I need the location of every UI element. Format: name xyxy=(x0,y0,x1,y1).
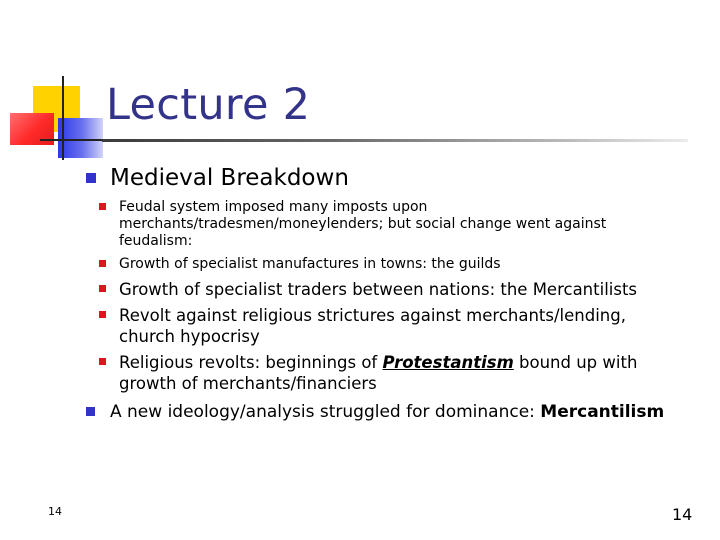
mercantilism-strong: Mercantilism xyxy=(540,402,665,422)
bullet-new-ideology xyxy=(82,402,682,422)
bullet-text: Medieval Breakdown xyxy=(110,165,349,191)
sub-bullet-feudal xyxy=(88,199,682,250)
title-underline xyxy=(102,139,688,142)
protestantism-emphasis: Protestantism xyxy=(382,353,514,372)
sub-bullet-text-post: bound up with growth of merchants/financiers xyxy=(119,353,638,393)
logo-horizontal-line xyxy=(40,139,103,141)
bullet-medieval-breakdown xyxy=(82,163,682,193)
sub-bullet-text: Growth of specialist manufactures in towns: the guilds xyxy=(119,256,501,272)
sub-bullet-group xyxy=(82,199,682,394)
logo-vertical-line xyxy=(62,76,64,160)
logo-blue-square xyxy=(58,118,103,158)
sub-bullet-list xyxy=(82,199,682,394)
sub-bullet-text-pre: Religious revolts: beginnings of xyxy=(119,353,383,372)
sub-bullet-text: Growth of specialist traders between nations: the Mercantilists xyxy=(119,280,638,299)
sub-bullet-text: Revolt against religious strictures against merchants/lending, church hypocrisy xyxy=(119,306,626,346)
bullet-text: A new ideology/analysis struggled for dominance: xyxy=(110,402,541,422)
sub-bullet-revolt xyxy=(88,305,682,347)
decorative-logo xyxy=(0,0,110,170)
bullet-list xyxy=(82,163,682,422)
slide-number: 14 xyxy=(672,505,693,524)
sub-bullet-mercantilists xyxy=(88,279,682,300)
slide-content xyxy=(82,163,682,422)
slide-title: Lecture 2 xyxy=(106,80,311,130)
sub-bullet-text: Feudal system imposed many imposts upon merchants/tradesmen/moneylenders; but social change went against feudalism: xyxy=(119,199,607,249)
sub-bullet-protestantism xyxy=(88,352,682,394)
footer-number-left: 14 xyxy=(48,505,62,518)
sub-bullet-guilds xyxy=(88,256,682,273)
